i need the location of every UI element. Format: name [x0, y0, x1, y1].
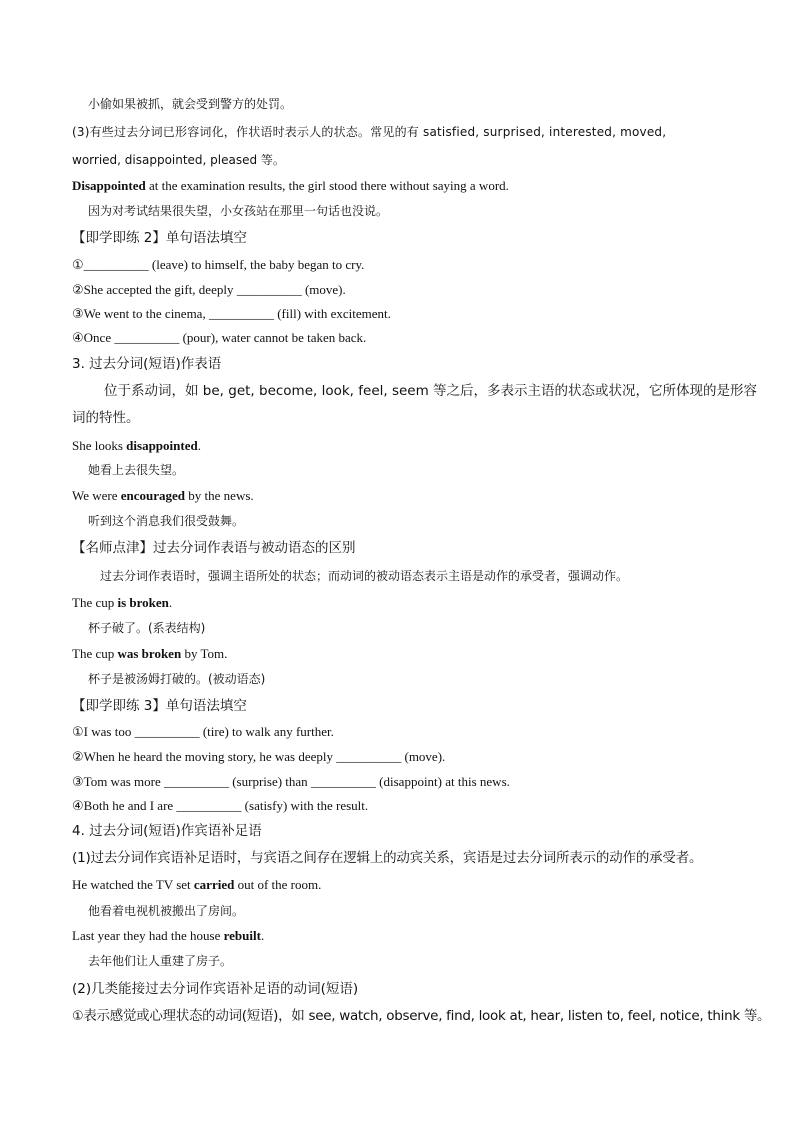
example-sentence — [72, 927, 734, 945]
section-heading-3: 3. 过去分词(短语)作表语 — [72, 356, 222, 372]
item-text: Both he and I are __________ (satisfy) with the result. — [83, 798, 369, 813]
item-number: ③ — [72, 307, 84, 322]
bold-word: carried — [193, 877, 235, 892]
item-text: Once __________ (pour), water cannot be taken back. — [83, 330, 367, 345]
sentence-text: out of the room. — [234, 877, 322, 892]
bold-word: encouraged — [120, 488, 186, 503]
exercise-item — [72, 281, 734, 300]
example-sentence — [72, 487, 734, 505]
exercise-item — [72, 773, 734, 792]
sentence-text: . — [197, 438, 201, 453]
chinese-translation: 小偷如果被抓，就会受到警方的处罚。 — [88, 97, 293, 111]
example-sentence — [72, 594, 734, 612]
item-number: ① — [72, 725, 84, 740]
item-text: We went to the cinema, __________ (fill) with excitement. — [83, 306, 391, 321]
sentence-text: by Tom. — [181, 646, 228, 661]
paragraph: (1)过去分词作宾语补足语时，与宾语之间存在逻辑上的动宾关系，宾语是过去分词所表示的动作的承受者。 — [72, 850, 703, 866]
bold-word: Disappointed — [72, 178, 146, 193]
teacher-tip-text: 过去分词作表语时，强调主语所处的状态；而动词的被动语态表示主语是动作的承受者，强调动作。 — [100, 569, 629, 583]
example-sentence — [72, 645, 734, 663]
exercise-item — [72, 748, 734, 767]
sentence-text: . — [260, 928, 265, 943]
exercise-item — [72, 256, 734, 275]
subsection-heading: (2)几类能接过去分词作宾语补足语的动词(短语) — [72, 981, 359, 997]
item-number: ② — [72, 283, 84, 298]
chinese-translation: 因为对考试结果很失望，小女孩站在那里一句话也没说。 — [88, 204, 389, 218]
bold-word: was broken — [117, 646, 182, 661]
sentence-text: by the news. — [185, 488, 254, 503]
paragraph: 位于系动词，如 be, get, become, look, feel, seem 等之后，多表示主语的状态或状况，它所体现的是形容 — [104, 383, 758, 399]
item-number: ② — [72, 750, 84, 765]
sentence-text: We were — [72, 488, 121, 503]
chinese-translation: 去年他们让人重建了房子。 — [88, 954, 233, 968]
sentence-text: Last year they had the house — [72, 928, 224, 943]
bold-word: rebuilt — [223, 928, 261, 943]
sentence-text: . — [168, 595, 173, 610]
paragraph — [72, 1007, 771, 1026]
sentence-text: She looks — [72, 438, 127, 453]
chinese-translation: 听到这个消息我们很受鼓舞。 — [88, 514, 245, 528]
exercise-item — [72, 305, 734, 324]
exercise-heading-3: 【即学即练 3】单句语法填空 — [72, 698, 247, 714]
teacher-tip-heading: 【名师点津】过去分词作表语与被动语态的区别 — [72, 540, 356, 556]
example-sentence — [72, 437, 734, 455]
exercise-item — [72, 797, 734, 816]
item-number: ④ — [72, 331, 84, 346]
item-number: ③ — [72, 775, 84, 790]
sentence-text: at the examination results, the girl stood there without saying a word. — [145, 178, 509, 193]
example-sentence — [72, 876, 734, 894]
chinese-translation: 杯子破了。(系表结构) — [88, 621, 206, 635]
item-text: __________ (leave) to himself, the baby began to cry. — [83, 257, 365, 272]
bold-word: disappointed — [126, 438, 198, 453]
paragraph-cont: 词的特性。 — [72, 410, 140, 426]
chinese-translation: 他看着电视机被搬出了房间。 — [88, 904, 245, 918]
item-text: I was too __________ (tire) to walk any further. — [83, 724, 334, 739]
sentence-text: He watched the TV set — [72, 877, 194, 892]
item-number: ① — [72, 1009, 84, 1024]
item-number: ④ — [72, 799, 84, 814]
item-number: ① — [72, 258, 84, 273]
item-text: Tom was more __________ (surprise) than __________ (disappoint) at this news. — [83, 774, 510, 789]
example-sentence — [72, 177, 734, 195]
item-text: She accepted the gift, deeply __________ (move). — [83, 282, 346, 297]
item-text: When he heard the moving story, he was deeply __________ (move). — [83, 749, 446, 764]
chinese-translation: 杯子是被汤姆打破的。(被动语态) — [88, 672, 266, 686]
grammar-rule-3: (3)有些过去分词已形容词化，作状语时表示人的状态。常见的有 satisfied, surprised, interested, moved, — [72, 125, 667, 139]
sentence-text: The cup — [72, 646, 118, 661]
grammar-rule-3-cont: worried, disappointed, pleased 等。 — [72, 153, 285, 167]
exercise-item — [72, 723, 734, 742]
section-heading-4: 4. 过去分词(短语)作宾语补足语 — [72, 823, 262, 839]
sentence-text: The cup — [72, 595, 118, 610]
bold-word: is broken — [117, 595, 169, 610]
item-text: 表示感觉或心理状态的动词(短语)，如 see, watch, observe, find, look at, hear, listen to, feel, notice, think 等。 — [83, 1008, 771, 1024]
chinese-translation: 她看上去很失望。 — [88, 463, 185, 477]
exercise-item — [72, 329, 734, 348]
exercise-heading-2: 【即学即练 2】单句语法填空 — [72, 230, 247, 246]
